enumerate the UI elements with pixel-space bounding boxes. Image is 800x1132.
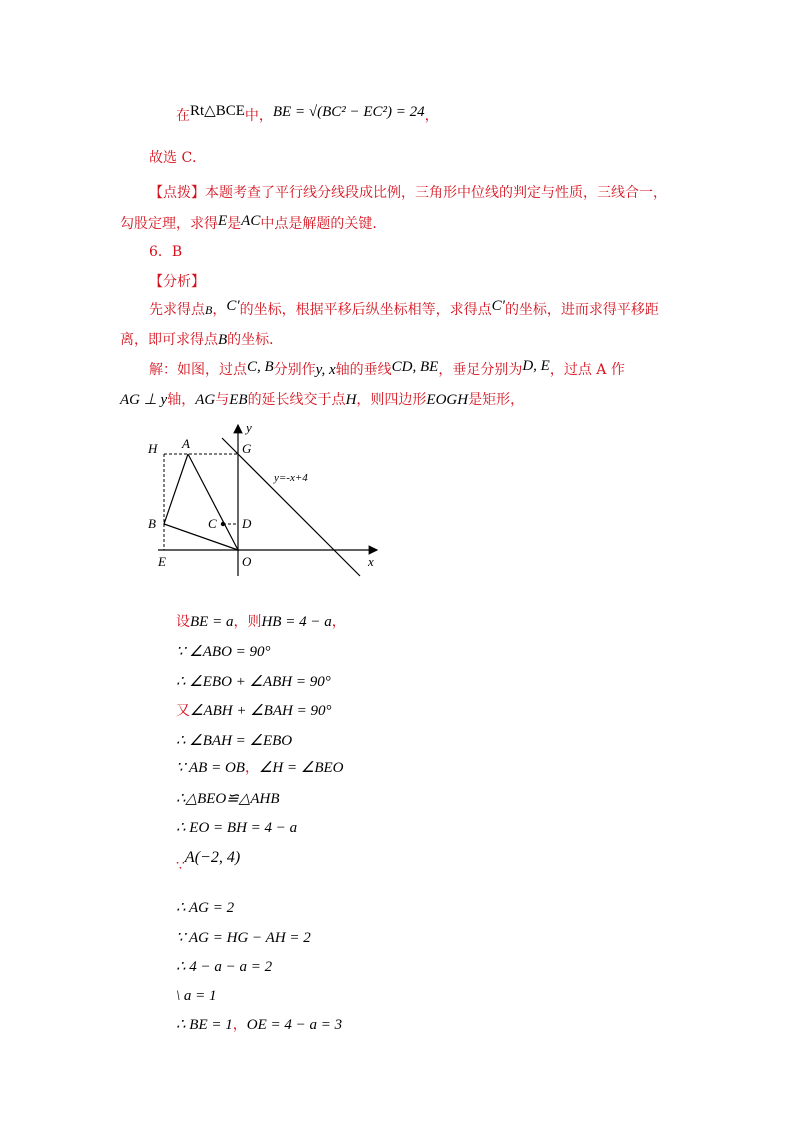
math-cb: C, B — [247, 359, 274, 375]
math-be-a: BE = a — [190, 614, 234, 630]
math-eb: EB — [229, 392, 248, 408]
math-rt-bce: Rt△BCE — [190, 103, 245, 119]
label-g: G — [242, 441, 252, 456]
point-c — [221, 522, 225, 526]
math-b1: B — [205, 303, 213, 317]
text-s1g: ，垂足分别为 — [438, 362, 523, 378]
text-s1i: ，过点 A 作 — [549, 362, 625, 378]
label-o: O — [242, 554, 252, 569]
math-oe: OE = 4 − a = 3 — [246, 1017, 343, 1033]
text-because: ∵ — [176, 858, 185, 874]
step-6 — [176, 758, 343, 778]
math-ag-perp-y: AG ⊥ y — [120, 392, 168, 408]
text-a2c: 的坐标． — [227, 332, 284, 348]
text-a1c: ， — [212, 302, 227, 318]
step-1 — [176, 612, 346, 632]
text-she: 设 — [176, 614, 190, 630]
step-8: ∴ EO = BH = 4 − a — [176, 820, 298, 836]
line-analysis-title: 【分析】 — [149, 274, 205, 290]
step-3: ∴ ∠EBO + ∠ABH = 90° — [176, 674, 331, 690]
label-line-eq: y=-x+4 — [274, 472, 308, 484]
text-a1e: 的坐标，根据平移后纵坐标相等，求得点 — [239, 302, 492, 318]
label-a: A — [182, 436, 190, 451]
text-comma-2: ， — [331, 614, 346, 630]
text-s1a: 解：如图，过点 — [149, 362, 247, 378]
step-14 — [176, 1015, 342, 1035]
math-h-beo: ∠H = ∠BEO — [258, 760, 344, 776]
text-a1g: 的坐标，进而求得平移距 — [504, 302, 659, 318]
label-h: H — [148, 441, 158, 456]
label-b: B — [148, 516, 156, 531]
text-comma-4: ， — [232, 1017, 247, 1033]
math-be-formula: BE = √(BC² − EC²) = 24 — [272, 104, 425, 120]
math-a-coord: A(−2, 4) — [184, 849, 241, 866]
triangle-abo — [164, 454, 238, 550]
text-a1a: 先求得点 — [149, 302, 205, 318]
line-solution-1 — [149, 360, 625, 380]
math-abh-bah: ∠ABH + ∠BAH = 90° — [190, 703, 332, 719]
math-ag: AG — [195, 392, 216, 408]
geometry-figure — [140, 418, 390, 583]
text-zhong: 中， — [244, 108, 273, 124]
math-c-prime-1: C′ — [226, 298, 240, 314]
text-s2d: 与 — [215, 392, 230, 408]
text-s2b: 轴， — [167, 392, 196, 408]
line-hint-1: 【点拨】本题考查了平行线分线段成比例，三角形中位线的判定与性质，三线合一， — [149, 185, 667, 201]
step-9 — [176, 848, 241, 874]
text-shi: 是 — [227, 216, 242, 232]
line-hint-2 — [120, 214, 386, 234]
math-be-1: ∴ BE = 1 — [176, 1017, 233, 1033]
step-11: ∵ AG = HG − AH = 2 — [176, 930, 311, 946]
step-10: ∴ AG = 2 — [176, 900, 235, 916]
step-12: ∴ 4 − a − a = 2 — [176, 959, 273, 975]
math-c-prime-2: C′ — [491, 298, 505, 314]
text-a2a: 离，即可求得点 — [120, 332, 218, 348]
math-ac: AC — [241, 213, 261, 229]
math-eogh: EOGH — [426, 392, 469, 408]
text-zai: 在 — [176, 108, 190, 124]
step-5: ∴ ∠BAH = ∠EBO — [176, 733, 293, 749]
text-hint-2e: 中点是解题的关键． — [260, 216, 387, 232]
text-comma: ， — [424, 108, 439, 124]
text-ze: ，则 — [233, 614, 262, 630]
text-comma-3: ， — [244, 760, 259, 776]
math-h: H — [345, 392, 357, 408]
math-hb: HB = 4 − a — [261, 614, 332, 630]
line-analysis-1 — [149, 300, 659, 320]
step-13: \ a = 1 — [176, 988, 217, 1004]
line-bce — [176, 103, 439, 126]
text-s2h: ，则四边形 — [356, 392, 427, 408]
label-d: D — [242, 516, 252, 531]
math-de: D, E — [522, 358, 550, 374]
label-y: y — [246, 420, 252, 435]
text-s1c: 分别作 — [273, 362, 316, 378]
line-solution-2 — [120, 390, 524, 410]
math-b2: B — [218, 332, 228, 348]
text-hint-2a: 勾股定理，求得 — [120, 216, 218, 232]
step-2: ∵ ∠ABO = 90° — [176, 644, 271, 660]
label-x: x — [368, 554, 374, 569]
line-answer-6: 6．B — [149, 244, 183, 260]
text-s2j: 是矩形， — [468, 392, 525, 408]
text-you: 又 — [176, 703, 190, 719]
line-choose-c: 故选 C． — [149, 150, 207, 166]
label-c: C — [208, 516, 217, 531]
math-e: E — [218, 213, 228, 229]
label-e: E — [158, 554, 166, 569]
step-4 — [176, 701, 331, 721]
math-yx: y, x — [315, 362, 336, 378]
text-s1e: 轴的垂线 — [335, 362, 392, 378]
line-analysis-2 — [120, 330, 283, 350]
math-cd-be: CD, BE — [391, 359, 439, 375]
step-7: ∴△BEO≌△AHB — [176, 791, 280, 807]
math-ab-ob: ∵ AB = OB — [176, 760, 245, 776]
text-s2f: 的延长线交于点 — [247, 392, 346, 408]
